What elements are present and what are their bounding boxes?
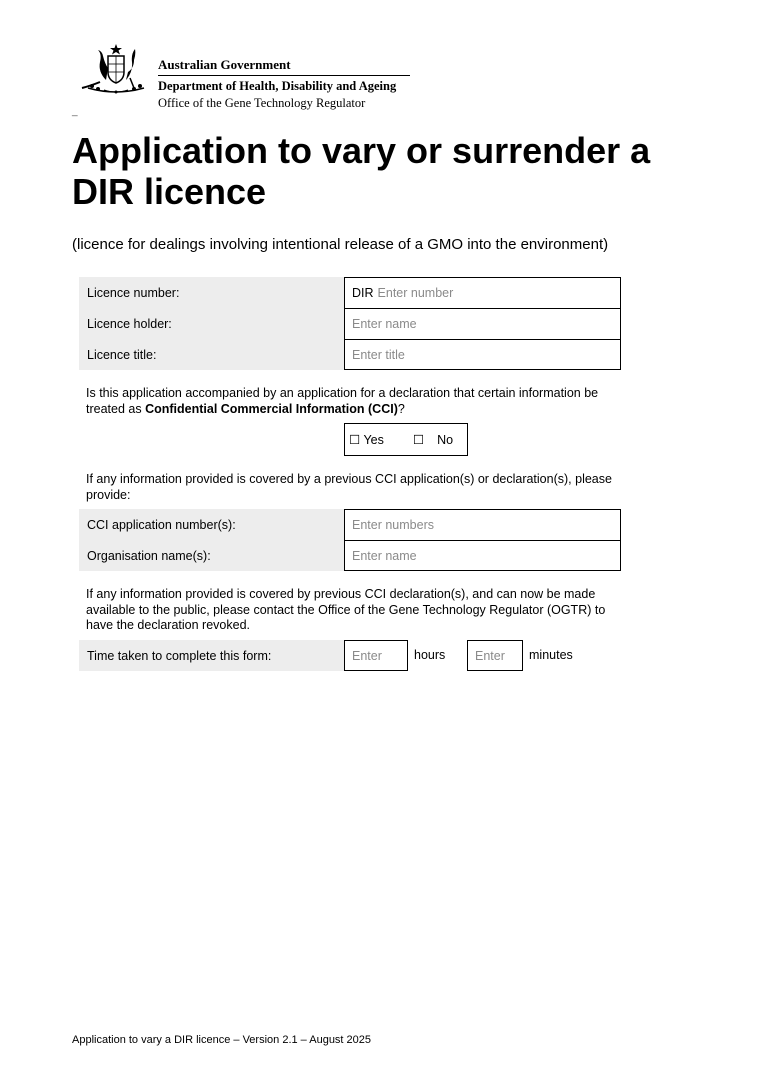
cci-question-text: Is this application accompanied by an application for a declaration that certain information be treated as [86,386,599,416]
previous-cci-intro: If any information provided is covered by a previous CCI application(s) or declaration(s), please provide: [86,472,612,502]
cci-question-bold: Confidential Commercial Information (CCI) [145,401,398,416]
hours-placeholder: Enter [352,648,382,663]
cci-app-number-label: CCI application number(s): [79,509,344,540]
hours-unit: hours [414,648,446,662]
organisation-placeholder: Enter name [352,548,417,563]
licence-number-prefix: DIR [352,286,374,300]
licence-title-field[interactable] [344,339,621,370]
revoke-note: If any information provided is covered by previous CCI declaration(s), and can now be made available to the public, please contact the Office of the Gene Technology Regulator (OGTR) to have the declaration revoked. [86,587,606,632]
cci-no-label: No [437,432,454,447]
cci-question-end: ? [397,401,405,416]
department-name: Department of Health, Disability and Ageing [158,79,397,93]
page-subtitle: (licence for dealings involving intentional release of a GMO into the environment) [72,236,609,253]
page-title: Application to vary or surrender a DIR licence [72,130,651,212]
cci-app-number-placeholder: Enter numbers [352,518,434,532]
licence-title-label: Licence title: [79,339,344,370]
organisation-field[interactable] [344,540,621,571]
organisation-row [79,540,621,571]
organisation-label: Organisation name(s): [79,540,344,571]
minutes-field[interactable] [467,640,523,671]
coat-of-arms-icon [78,42,154,98]
hours-field[interactable] [344,640,408,671]
licence-number-field[interactable] [344,277,621,308]
licence-number-row [79,277,621,308]
licence-holder-row [79,308,621,339]
header-divider [158,75,410,76]
header-dash: _ [72,106,78,117]
time-taken-label: Time taken to complete this form: [79,640,344,671]
minutes-unit: minutes [529,648,573,662]
cci-app-number-row [79,509,621,540]
office-name: Office of the Gene Technology Regulator [158,96,366,110]
licence-title-placeholder: Enter title [352,347,405,362]
cci-yes-checkbox[interactable]: ☐ Yes [349,433,384,447]
minutes-placeholder: Enter [475,648,505,663]
government-name: Australian Government [158,57,291,72]
licence-holder-field[interactable] [344,308,621,339]
licence-holder-label: Licence holder: [79,308,344,339]
licence-holder-placeholder: Enter name [352,317,417,331]
licence-number-placeholder: Enter number [377,286,454,300]
licence-number-label: Licence number: [79,277,344,308]
cci-yes-no-box [344,423,468,456]
cci-app-number-field[interactable] [344,509,621,540]
cci-question [86,386,616,417]
cci-no-checkbox[interactable]: ☐ [412,433,425,447]
licence-title-row [79,339,621,370]
page-footer: Application to vary a DIR licence – Version 2.1 – August 2025 [72,1034,372,1046]
